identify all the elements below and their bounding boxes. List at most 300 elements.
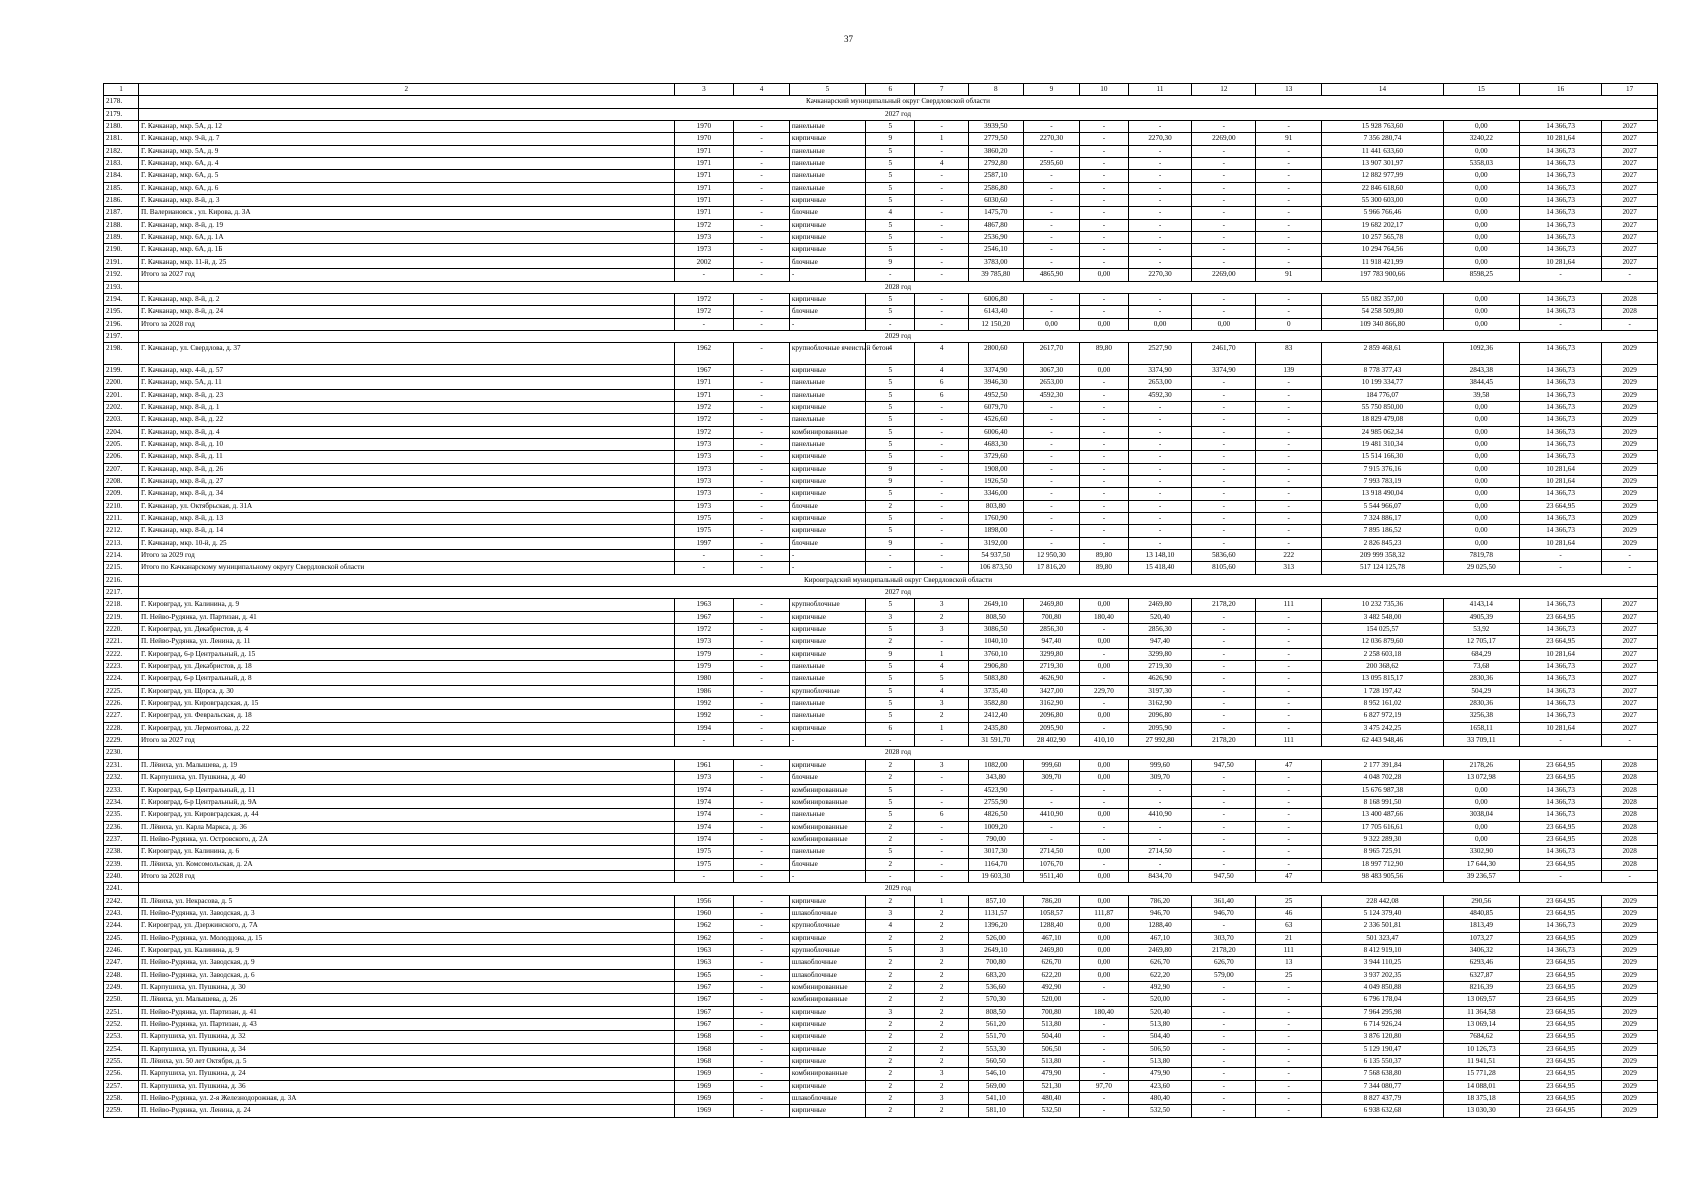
table-row (104, 133, 1658, 145)
row-number-cell: 2204. (104, 426, 139, 438)
table-row (104, 158, 1658, 170)
data-cell: - (674, 562, 734, 574)
data-cell: - (915, 269, 969, 281)
data-cell: 14 366,73 (1519, 232, 1601, 244)
data-cell: панельные (789, 809, 865, 821)
data-cell: 2029 (1602, 537, 1658, 549)
data-cell: 23 664,95 (1519, 1056, 1601, 1068)
table-row (104, 475, 1658, 487)
data-cell: 2 (915, 1019, 969, 1031)
data-cell: 11 441 633,60 (1322, 145, 1444, 157)
data-cell: 303,70 (1192, 932, 1256, 944)
data-cell: 2002 (674, 256, 734, 268)
data-cell: - (674, 318, 734, 330)
data-cell: 0,00 (1192, 318, 1256, 330)
data-cell: - (915, 182, 969, 194)
data-cell: 946,70 (1192, 907, 1256, 919)
row-number-cell: 2255. (104, 1056, 139, 1068)
data-cell: - (1192, 648, 1256, 660)
data-cell: - (1256, 685, 1322, 697)
data-cell: 0,00 (1080, 809, 1128, 821)
data-cell: блочные (789, 500, 865, 512)
section-title-cell: 2029 год (139, 883, 1658, 895)
data-cell: - (734, 895, 790, 907)
data-cell: 0,00 (1080, 636, 1128, 648)
data-cell: - (734, 1093, 790, 1105)
data-cell: 1058,57 (1023, 907, 1080, 919)
data-cell: 313 (1256, 562, 1322, 574)
data-cell: 111,87 (1080, 907, 1128, 919)
table-row (104, 772, 1658, 784)
data-cell: 1963 (674, 599, 734, 611)
data-cell: 1968 (674, 1043, 734, 1055)
data-cell: - (1128, 256, 1192, 268)
table-row (104, 438, 1658, 450)
table-row (104, 343, 1658, 365)
data-cell: панельные (789, 710, 865, 722)
address-cell: П. Лёвиха, ул. Карла Маркса, д. 36 (139, 821, 675, 833)
data-cell: - (734, 293, 790, 305)
data-cell: - (1519, 549, 1601, 561)
data-cell: 0,00 (1443, 256, 1519, 268)
table-row (104, 182, 1658, 194)
data-cell: - (1128, 195, 1192, 207)
data-cell: 2028 (1602, 809, 1658, 821)
data-cell: 73,68 (1443, 661, 1519, 673)
data-cell: 2714,50 (1023, 846, 1080, 858)
data-cell: - (1080, 195, 1128, 207)
data-cell: - (1519, 269, 1601, 281)
data-cell: 0,00 (1443, 306, 1519, 318)
data-cell: - (1080, 158, 1128, 170)
address-cell: Г. Качканар, мкр. 8-й, д. 10 (139, 438, 675, 450)
data-cell: 1962 (674, 920, 734, 932)
data-cell: 14 366,73 (1519, 158, 1601, 170)
row-number-cell: 2182. (104, 145, 139, 157)
data-cell: 8 412 919,10 (1322, 944, 1444, 956)
data-cell: панельные (789, 414, 865, 426)
data-cell: - (1128, 232, 1192, 244)
data-cell: - (915, 170, 969, 182)
data-cell: - (1256, 821, 1322, 833)
data-cell: 19 603,30 (969, 870, 1024, 882)
data-cell: - (734, 170, 790, 182)
data-cell: - (1080, 722, 1128, 734)
data-cell: 3299,80 (1023, 648, 1080, 660)
data-cell: - (1023, 207, 1080, 219)
data-cell: 222 (1256, 549, 1322, 561)
data-cell: 23 664,95 (1519, 895, 1601, 907)
data-cell: 2856,30 (1023, 624, 1080, 636)
data-cell: - (915, 121, 969, 133)
data-cell: 23 664,95 (1519, 1080, 1601, 1092)
data-cell: - (915, 306, 969, 318)
data-cell: - (1256, 1068, 1322, 1080)
data-cell: 2653,00 (1128, 377, 1192, 389)
table-row (104, 377, 1658, 389)
data-cell: 2 859 468,61 (1322, 343, 1444, 365)
data-cell: 2027 (1602, 710, 1658, 722)
section-title-cell: 2027 год (139, 587, 1658, 599)
data-cell: панельные (789, 438, 865, 450)
data-cell: 2 (866, 982, 915, 994)
data-cell: 2 (866, 500, 915, 512)
data-cell: - (1128, 821, 1192, 833)
data-cell: - (1256, 244, 1322, 256)
data-cell: 520,40 (1128, 611, 1192, 623)
column-number-cell: 9 (1023, 84, 1080, 96)
data-cell: - (1602, 870, 1658, 882)
data-cell: - (1256, 512, 1322, 524)
data-cell: - (1519, 870, 1601, 882)
data-cell: 23 664,95 (1519, 611, 1601, 623)
data-cell: 10 257 565,78 (1322, 232, 1444, 244)
data-cell: 479,90 (1128, 1068, 1192, 1080)
data-cell: 4 (915, 158, 969, 170)
data-cell: 2027 (1602, 599, 1658, 611)
row-number-cell: 2215. (104, 562, 139, 574)
data-cell: 111 (1256, 944, 1322, 956)
data-cell: - (1023, 145, 1080, 157)
data-cell: 15 928 763,60 (1322, 121, 1444, 133)
data-cell: 106 873,50 (969, 562, 1024, 574)
data-cell: 6 827 972,19 (1322, 710, 1444, 722)
data-cell: 228 442,08 (1322, 895, 1444, 907)
data-cell: 309,70 (1023, 772, 1080, 784)
data-cell: 1967 (674, 611, 734, 623)
data-cell: 0,00 (1443, 525, 1519, 537)
data-cell: 2029 (1602, 426, 1658, 438)
data-cell: 1971 (674, 145, 734, 157)
data-cell: 506,50 (1023, 1043, 1080, 1055)
data-cell: блочные (789, 256, 865, 268)
data-cell: 2029 (1602, 364, 1658, 376)
data-cell: панельные (789, 389, 865, 401)
data-cell: - (1256, 414, 1322, 426)
data-cell: - (734, 957, 790, 969)
data-cell: 513,80 (1128, 1056, 1192, 1068)
data-cell: 5 (866, 488, 915, 500)
data-cell: 5 (866, 784, 915, 796)
data-cell: - (1192, 661, 1256, 673)
data-cell: 857,10 (969, 895, 1024, 907)
table-row (104, 488, 1658, 500)
data-cell: 54 937,50 (969, 549, 1024, 561)
data-cell: кирпичные (789, 1056, 865, 1068)
data-cell: 0,00 (1080, 759, 1128, 771)
section-row (104, 747, 1658, 759)
data-cell: 10 126,73 (1443, 1043, 1519, 1055)
row-number-cell: 2211. (104, 512, 139, 524)
data-cell: 6 (915, 809, 969, 821)
data-cell: - (734, 784, 790, 796)
data-cell: - (1128, 525, 1192, 537)
data-cell: 14 366,73 (1519, 784, 1601, 796)
data-cell: 33 709,11 (1443, 735, 1519, 747)
data-cell: шлакоблочные (789, 969, 865, 981)
data-cell: 2028 (1602, 796, 1658, 808)
data-cell: 2027 (1602, 685, 1658, 697)
data-cell: 579,00 (1192, 969, 1256, 981)
data-cell: 2792,80 (969, 158, 1024, 170)
data-cell: 23 664,95 (1519, 1019, 1601, 1031)
data-cell: - (789, 735, 865, 747)
table-row (104, 1080, 1658, 1092)
data-cell: 2469,80 (1128, 944, 1192, 956)
data-cell: 1973 (674, 500, 734, 512)
data-cell: 570,30 (969, 994, 1024, 1006)
data-cell: 200 368,62 (1322, 661, 1444, 673)
data-cell: - (1192, 451, 1256, 463)
data-cell: 2 (866, 858, 915, 870)
data-cell: 89,80 (1080, 562, 1128, 574)
data-cell: - (789, 318, 865, 330)
data-cell: 31 591,70 (969, 735, 1024, 747)
data-cell: 5 124 379,40 (1322, 907, 1444, 919)
data-cell: - (1192, 784, 1256, 796)
data-cell: кирпичные (789, 1105, 865, 1117)
data-cell: 684,29 (1443, 648, 1519, 660)
data-cell: 1969 (674, 1093, 734, 1105)
data-cell: 2029 (1602, 343, 1658, 365)
data-cell: 3 475 242,25 (1322, 722, 1444, 734)
data-cell: 8434,70 (1128, 870, 1192, 882)
data-cell: 4 (915, 685, 969, 697)
data-cell: - (1023, 182, 1080, 194)
data-cell: - (734, 389, 790, 401)
data-cell: 2029 (1602, 488, 1658, 500)
data-cell: 3939,50 (969, 121, 1024, 133)
address-cell: Г. Кировград, ул. Калинина, д. 9 (139, 599, 675, 611)
address-cell: П. Лёвиха, ул. 50 лет Октября, д. 5 (139, 1056, 675, 1068)
data-cell: 626,70 (1128, 957, 1192, 969)
data-cell: - (915, 463, 969, 475)
data-cell: - (1256, 170, 1322, 182)
table-row (104, 673, 1658, 685)
data-cell: - (915, 401, 969, 413)
data-cell: 1980 (674, 673, 734, 685)
data-cell: 53,92 (1443, 624, 1519, 636)
data-cell: 2027 (1602, 232, 1658, 244)
data-cell: 14 366,73 (1519, 488, 1601, 500)
data-cell: 13 (1256, 957, 1322, 969)
data-cell: - (1023, 195, 1080, 207)
data-cell: - (674, 549, 734, 561)
data-cell: 1962 (674, 932, 734, 944)
data-cell: 2 (866, 833, 915, 845)
data-cell: - (734, 364, 790, 376)
data-cell: 5836,60 (1192, 549, 1256, 561)
row-number-cell: 2256. (104, 1068, 139, 1080)
table-row (104, 1019, 1658, 1031)
data-cell: кирпичные (789, 488, 865, 500)
address-cell: Г. Качканар, мкр. 5А, д. 9 (139, 145, 675, 157)
data-cell: 1969 (674, 1068, 734, 1080)
data-cell: кирпичные (789, 1031, 865, 1043)
data-cell: - (1192, 858, 1256, 870)
data-cell: 2527,90 (1128, 343, 1192, 365)
data-cell: 180,40 (1080, 611, 1128, 623)
data-cell: - (1128, 170, 1192, 182)
data-cell: 2270,30 (1023, 133, 1080, 145)
data-cell: - (1080, 256, 1128, 268)
data-cell: 25 (1256, 969, 1322, 981)
data-cell: 23 664,95 (1519, 982, 1601, 994)
data-cell: 0,00 (1443, 170, 1519, 182)
data-cell: 14 366,73 (1519, 685, 1601, 697)
data-cell: 2 (866, 1093, 915, 1105)
data-cell: 1973 (674, 488, 734, 500)
data-cell: 9 (866, 256, 915, 268)
data-cell: - (1080, 182, 1128, 194)
data-cell: 3374,90 (1192, 364, 1256, 376)
data-cell: 480,40 (1023, 1093, 1080, 1105)
data-cell: 11 364,58 (1443, 1006, 1519, 1018)
data-cell: - (1128, 858, 1192, 870)
data-cell: - (734, 846, 790, 858)
data-cell: - (1192, 475, 1256, 487)
data-cell: 5 (866, 661, 915, 673)
data-cell: - (1256, 698, 1322, 710)
data-cell: - (1192, 401, 1256, 413)
data-cell: 23 664,95 (1519, 1043, 1601, 1055)
data-cell: кирпичные (789, 232, 865, 244)
data-cell: 569,00 (969, 1080, 1024, 1092)
data-cell: - (1256, 475, 1322, 487)
data-cell: 2027 (1602, 121, 1658, 133)
data-cell: 2029 (1602, 377, 1658, 389)
data-cell: - (1128, 219, 1192, 231)
data-cell: 536,60 (969, 982, 1024, 994)
data-cell: - (1256, 1019, 1322, 1031)
row-number-cell: 2231. (104, 759, 139, 771)
data-cell: 6 (866, 722, 915, 734)
data-cell: 0,00 (1080, 661, 1128, 673)
data-cell: кирпичные (789, 293, 865, 305)
data-cell: 1971 (674, 207, 734, 219)
data-cell: 2 (915, 1056, 969, 1068)
address-cell: П. Карпушиха, ул. Пушкина, д. 32 (139, 1031, 675, 1043)
data-cell: - (1256, 500, 1322, 512)
data-cell: 2 (915, 611, 969, 623)
data-cell: - (915, 772, 969, 784)
data-cell: - (734, 219, 790, 231)
data-cell: кирпичные (789, 624, 865, 636)
data-cell: - (1256, 426, 1322, 438)
data-cell: 91 (1256, 133, 1322, 145)
address-cell: П. Нейво-Рудянка, ул. Ленина, д. 24 (139, 1105, 675, 1117)
data-cell: - (866, 549, 915, 561)
data-cell: - (1080, 414, 1128, 426)
table-row (104, 895, 1658, 907)
data-cell: 19 481 310,34 (1322, 438, 1444, 450)
data-cell: 209 999 358,32 (1322, 549, 1444, 561)
data-cell: 4 048 702,28 (1322, 772, 1444, 784)
data-cell: - (1192, 170, 1256, 182)
address-cell: П. Нейво-Рудянка, ул. Островского, д. 2А (139, 833, 675, 845)
row-number-cell: 2251. (104, 1006, 139, 1018)
table-row (104, 648, 1658, 660)
data-cell: - (915, 256, 969, 268)
data-cell: 2 177 391,84 (1322, 759, 1444, 771)
data-cell: 3197,30 (1128, 685, 1192, 697)
row-number-cell: 2208. (104, 475, 139, 487)
data-cell: - (1192, 636, 1256, 648)
row-number-cell: 2240. (104, 870, 139, 882)
data-cell: - (1080, 673, 1128, 685)
data-cell: 2029 (1602, 389, 1658, 401)
data-cell: - (734, 306, 790, 318)
data-cell: кирпичные (789, 364, 865, 376)
data-cell: - (1128, 438, 1192, 450)
data-cell: 2178,20 (1192, 599, 1256, 611)
data-cell: 14 088,01 (1443, 1080, 1519, 1092)
data-cell: 2027 (1602, 182, 1658, 194)
data-cell: - (1256, 994, 1322, 1006)
data-cell: 2 (866, 932, 915, 944)
row-number-cell: 2212. (104, 525, 139, 537)
data-cell: - (1602, 269, 1658, 281)
row-number-cell: 2218. (104, 599, 139, 611)
row-number-cell: 2241. (104, 883, 139, 895)
data-cell: 2 (866, 957, 915, 969)
data-cell: - (915, 195, 969, 207)
table-row (104, 759, 1658, 771)
data-cell: 5 (866, 673, 915, 685)
data-cell: 2029 (1602, 1006, 1658, 1018)
data-cell: 4523,90 (969, 784, 1024, 796)
data-cell: 13 072,98 (1443, 772, 1519, 784)
data-cell: 1 (915, 722, 969, 734)
data-cell: 2 (915, 920, 969, 932)
data-cell: - (789, 562, 865, 574)
data-cell: - (1128, 145, 1192, 157)
address-cell: Г. Качканар, мкр. 6А, д. 5 (139, 170, 675, 182)
data-cell: 9 322 289,30 (1322, 833, 1444, 845)
data-cell: блочные (789, 306, 865, 318)
data-cell: 2 (866, 821, 915, 833)
data-cell: 14 366,73 (1519, 710, 1601, 722)
data-cell: 560,50 (969, 1056, 1024, 1068)
data-cell: 2029 (1602, 895, 1658, 907)
address-cell: Г. Качканар, мкр. 5А, д. 12 (139, 121, 675, 133)
address-cell: Итого за 2028 год (139, 318, 675, 330)
data-cell: кирпичные (789, 611, 865, 623)
data-cell: 0,00 (1443, 293, 1519, 305)
data-cell: 6 938 632,68 (1322, 1105, 1444, 1117)
data-cell: - (1023, 475, 1080, 487)
data-cell: 89,80 (1080, 343, 1128, 365)
address-cell: Г. Качканар, мкр. 8-й, д. 11 (139, 451, 675, 463)
data-cell: 12 150,20 (969, 318, 1024, 330)
data-cell: - (1128, 158, 1192, 170)
data-cell: - (1023, 525, 1080, 537)
data-cell: 5 (866, 809, 915, 821)
data-cell: - (734, 833, 790, 845)
row-number-cell: 2206. (104, 451, 139, 463)
data-cell: 6006,80 (969, 293, 1024, 305)
address-cell: П. Нейво-Рудянка, ул. Заводская, д. 3 (139, 907, 675, 919)
data-cell: комбинированные (789, 833, 865, 845)
data-cell: 513,80 (1128, 1019, 1192, 1031)
data-cell: - (915, 858, 969, 870)
data-cell: 423,60 (1128, 1080, 1192, 1092)
data-cell: - (866, 562, 915, 574)
data-cell: 6327,87 (1443, 969, 1519, 981)
data-cell: 2029 (1602, 1068, 1658, 1080)
data-cell: комбинированные (789, 784, 865, 796)
data-cell: 541,10 (969, 1093, 1024, 1105)
